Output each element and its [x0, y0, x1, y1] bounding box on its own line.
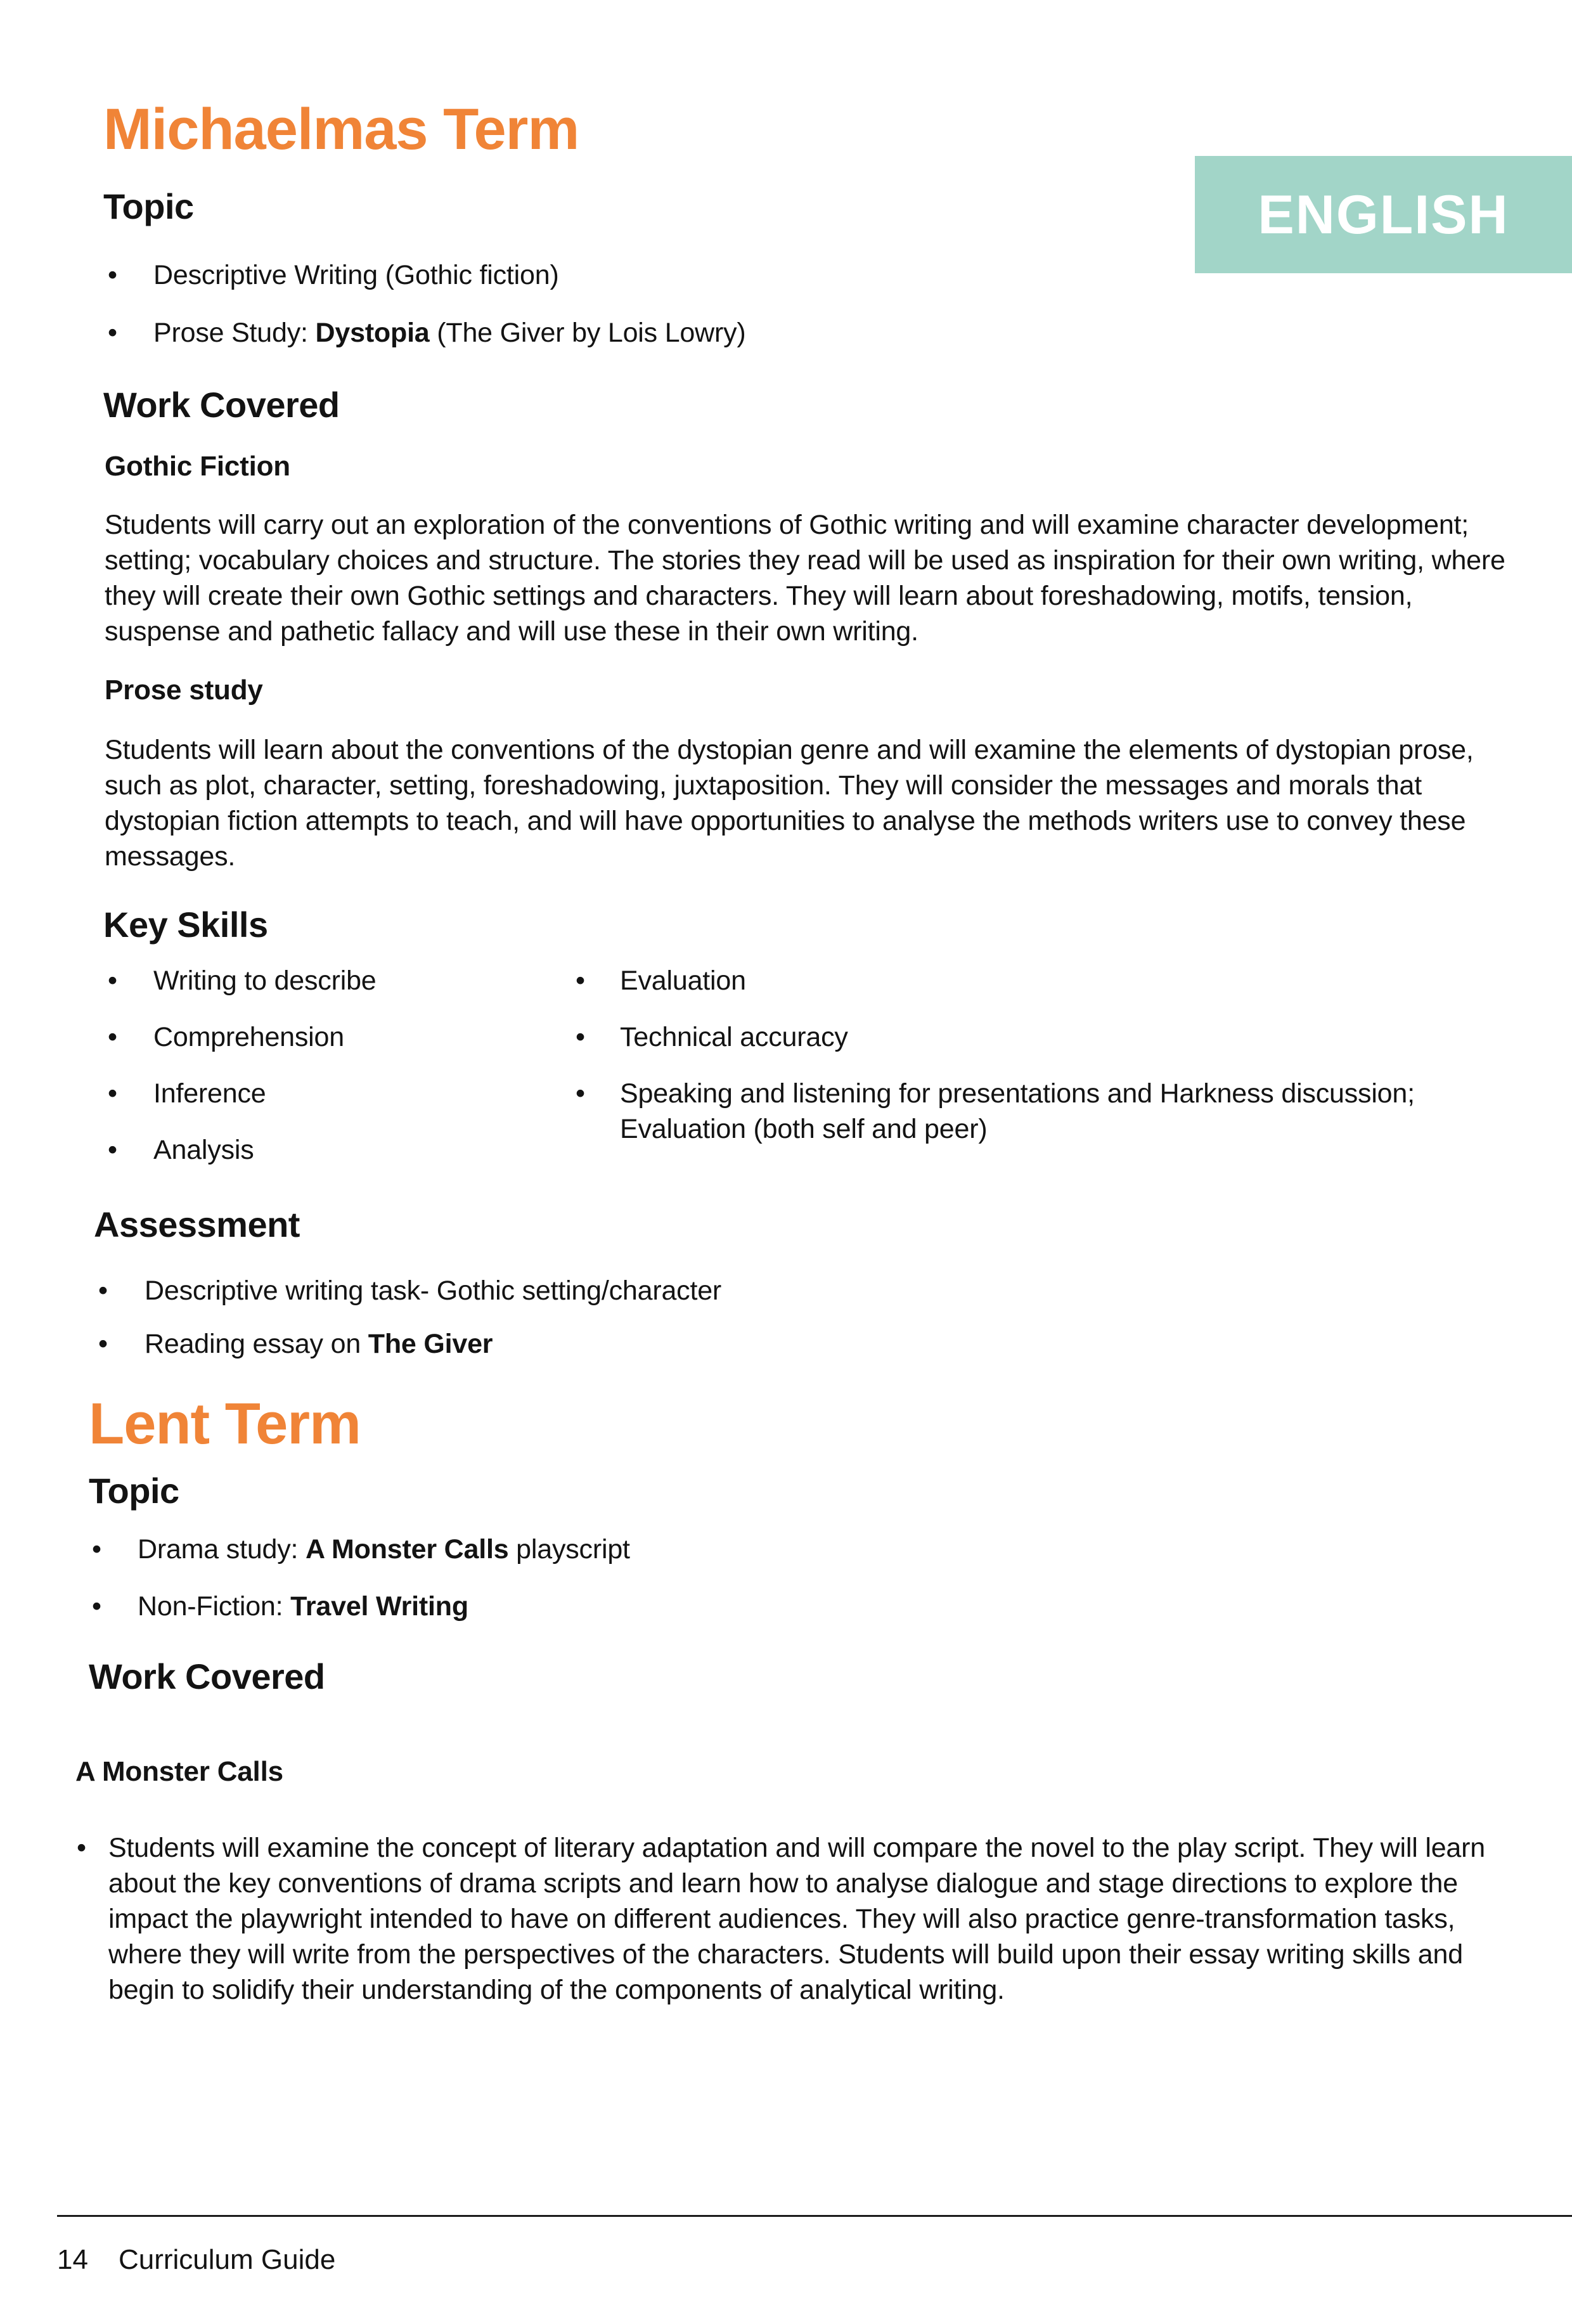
footer-label: Curriculum Guide	[118, 2244, 336, 2275]
michaelmas-work-covered-heading: Work Covered	[103, 385, 340, 425]
list-item: • Evaluation	[576, 963, 1534, 998]
monster-calls-list	[77, 1830, 1535, 2008]
footer-divider	[57, 2215, 1572, 2278]
key-skills-heading: Key Skills	[103, 905, 268, 945]
list-item	[98, 1273, 1572, 1308]
subject-badge-label: ENGLISH	[1258, 184, 1509, 245]
curriculum-guide-page	[0, 97, 1572, 2324]
key-skills-right-list	[576, 963, 1534, 1168]
gothic-fiction-heading: Gothic Fiction	[105, 451, 290, 482]
list-item: • Analysis	[108, 1132, 576, 1168]
subject-badge	[1195, 156, 1572, 273]
topic-text: Prose Study:	[153, 318, 316, 348]
assessment-text: Reading essay on	[145, 1329, 368, 1359]
assessment-list	[98, 1273, 1572, 1362]
footer	[57, 2217, 1572, 2278]
list-item	[77, 1830, 1535, 2008]
lent-term-title: Lent Term	[89, 1391, 361, 1456]
lent-topic-list	[92, 1532, 1572, 1624]
list-item: • Writing to describe	[108, 963, 576, 998]
assessment-text-bold: The Giver	[368, 1329, 493, 1359]
michaelmas-topic-heading: Topic	[103, 186, 194, 226]
assessment-text: Descriptive writing task- Gothic setting/character	[145, 1275, 722, 1306]
prose-study-heading: Prose study	[105, 675, 263, 706]
topic-text-bold: A Monster Calls	[306, 1534, 509, 1565]
gothic-fiction-paragraph: Students will carry out an exploration of the conventions of Gothic writing and will examine character development; setting; vocabulary choices and structure. The stories they read will be used as inspiration for their own writing, where they will create their own Gothic settings and characters. They will learn about foreshadowing, motifs, tension, suspense and pathetic fallacy and will use these in their own writing.	[105, 510, 1505, 647]
assessment-heading: Assessment	[94, 1204, 300, 1244]
topic-text: (The Giver by Lois Lowry)	[429, 318, 746, 348]
topic-text: Descriptive Writing (Gothic fiction)	[153, 260, 559, 290]
monster-calls-heading: A Monster Calls	[75, 1756, 283, 1787]
prose-study-paragraph: Students will learn about the conventions of the dystopian genre and will examine the elements of dystopian prose, such as plot, character, setting, foreshadowing, juxtaposition. They will consider the messages and morals that dystopian fiction attempts to teach, and will have opportunities to analyse the methods writers use to convey these messages.	[105, 735, 1474, 872]
list-item: • Inference	[108, 1076, 576, 1111]
lent-topic-heading: Topic	[89, 1471, 179, 1511]
monster-text: Students will examine the concept of literary adaptation and will compare the novel to the play script. They will learn about the key conventions of drama scripts and learn how to analyse dialogue and stage directions to explore the impact the playwright intended to have on different audiences. They will also practice genre-transformation tasks, where they will write from the perspectives of the characters. Students will build upon their essay writing skills and begin to solidify their understanding of the components of analytical writing.	[108, 1833, 1485, 2005]
topic-text-bold: Dystopia	[315, 318, 430, 348]
list-item: • Speaking and listening for presentations and Harkness discussion; Evaluation (both self and peer)	[576, 1076, 1534, 1147]
topic-text: playscript	[508, 1534, 630, 1565]
list-item	[98, 1326, 1572, 1362]
list-item: • Technical accuracy	[576, 1019, 1534, 1055]
list-item	[92, 1532, 1572, 1567]
list-item	[92, 1589, 1572, 1624]
list-item	[108, 257, 1572, 293]
lent-work-covered-heading: Work Covered	[89, 1656, 325, 1696]
list-item	[108, 315, 1572, 351]
topic-text-bold: Travel Writing	[290, 1591, 468, 1622]
michaelmas-topic-list	[108, 257, 1572, 351]
key-skills-columns	[108, 963, 1572, 1168]
michaelmas-term-title: Michaelmas Term	[103, 97, 579, 162]
topic-text: Drama study:	[138, 1534, 306, 1565]
list-item: • Comprehension	[108, 1019, 576, 1055]
page-number: 14	[57, 2244, 88, 2275]
topic-text: Non-Fiction:	[138, 1591, 291, 1622]
key-skills-left-list	[108, 963, 576, 1168]
